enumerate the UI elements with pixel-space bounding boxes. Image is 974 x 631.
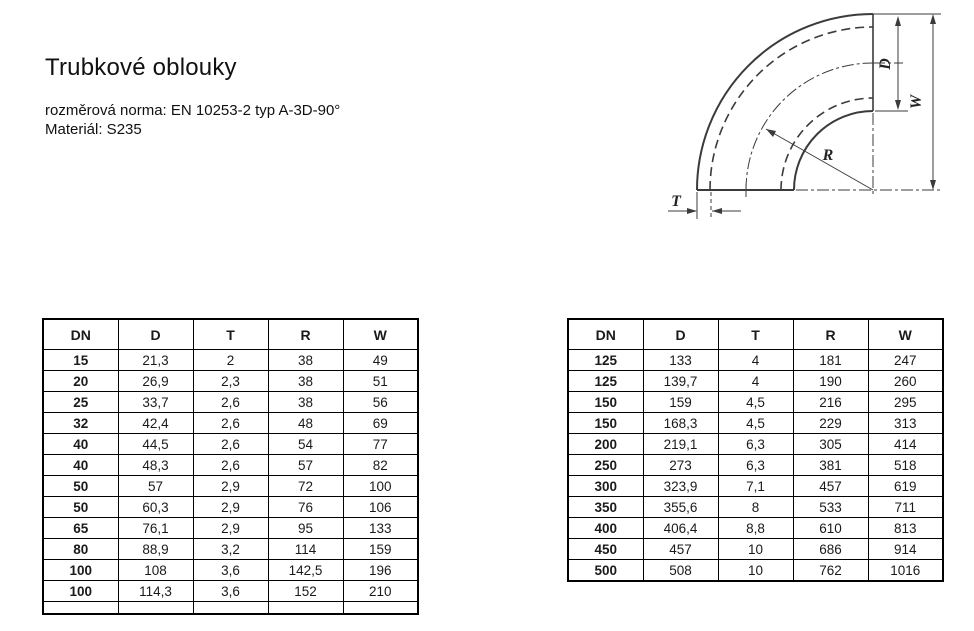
cell: 457 [643, 539, 718, 560]
cell-dn: 300 [568, 476, 643, 497]
table-row [568, 497, 943, 518]
cell: 406,4 [643, 518, 718, 539]
cell: 2,6 [193, 392, 268, 413]
cell-dn: 125 [568, 371, 643, 392]
cell: 2,6 [193, 413, 268, 434]
column-header-r: R [268, 319, 343, 350]
dimension-t [668, 192, 741, 219]
dimension-table-left [42, 318, 419, 615]
table-row [43, 476, 418, 497]
cell: 457 [793, 476, 868, 497]
cell: 1016 [868, 560, 943, 582]
column-header-d: D [643, 319, 718, 350]
cell: 76,1 [118, 518, 193, 539]
table-row [568, 392, 943, 413]
cell: 21,3 [118, 350, 193, 371]
table-row [568, 413, 943, 434]
cell: 2,6 [193, 455, 268, 476]
table-row [568, 518, 943, 539]
cell: 381 [793, 455, 868, 476]
dimension-w [873, 14, 941, 190]
cell: 10 [718, 560, 793, 582]
cell: 8 [718, 497, 793, 518]
norm-line: rozměrová norma: EN 10253-2 typ A-3D-90° [45, 102, 341, 119]
cell: 60,3 [118, 497, 193, 518]
cell: 38 [268, 350, 343, 371]
cell: 57 [118, 476, 193, 497]
cell: 108 [118, 560, 193, 581]
column-header-t: T [193, 319, 268, 350]
material-line: Materiál: S235 [45, 121, 142, 138]
cell: 10 [718, 539, 793, 560]
cell [193, 602, 268, 615]
cell: 42,4 [118, 413, 193, 434]
cell: 82 [343, 455, 418, 476]
cell [268, 602, 343, 615]
dimension-label-r: R [822, 147, 834, 164]
cell: 2,9 [193, 518, 268, 539]
cell: 95 [268, 518, 343, 539]
cell: 88,9 [118, 539, 193, 560]
column-header-r: R [793, 319, 868, 350]
cell-dn: 150 [568, 413, 643, 434]
cell: 508 [643, 560, 718, 582]
cell: 273 [643, 455, 718, 476]
table-row [568, 455, 943, 476]
cell-dn: 250 [568, 455, 643, 476]
column-header-dn: DN [43, 319, 118, 350]
cell: 38 [268, 371, 343, 392]
table-row [43, 560, 418, 581]
subtitle [45, 101, 340, 139]
cell: 414 [868, 434, 943, 455]
cell: 3,2 [193, 539, 268, 560]
cell: 77 [343, 434, 418, 455]
cell: 686 [793, 539, 868, 560]
cell [118, 602, 193, 615]
cell: 355,6 [643, 497, 718, 518]
cell-dn: 350 [568, 497, 643, 518]
table-row [43, 497, 418, 518]
table-row [568, 539, 943, 560]
cell-dn: 25 [43, 392, 118, 413]
cell: 216 [793, 392, 868, 413]
cell-dn: 40 [43, 434, 118, 455]
cell-dn: 50 [43, 476, 118, 497]
cell: 6,3 [718, 455, 793, 476]
cell: 38 [268, 392, 343, 413]
cell-dn: 65 [43, 518, 118, 539]
cell: 51 [343, 371, 418, 392]
cell: 323,9 [643, 476, 718, 497]
header-row [568, 319, 943, 350]
table-row [43, 581, 418, 602]
cell: 114,3 [118, 581, 193, 602]
cell: 48,3 [118, 455, 193, 476]
cell: 8,8 [718, 518, 793, 539]
cell: 2,3 [193, 371, 268, 392]
cell: 139,7 [643, 371, 718, 392]
cell: 914 [868, 539, 943, 560]
cell: 4,5 [718, 413, 793, 434]
table-row [43, 350, 418, 371]
table-row [43, 371, 418, 392]
elbow-wall-dashed-arcs [710, 27, 873, 190]
table-row [568, 434, 943, 455]
cell-dn: 80 [43, 539, 118, 560]
table-row [43, 539, 418, 560]
cell: 142,5 [268, 560, 343, 581]
cell: 295 [868, 392, 943, 413]
cell: 69 [343, 413, 418, 434]
cell-dn: 20 [43, 371, 118, 392]
cell: 260 [868, 371, 943, 392]
cell: 76 [268, 497, 343, 518]
cell [343, 602, 418, 615]
cell: 159 [643, 392, 718, 413]
cell: 159 [343, 539, 418, 560]
cell-dn: 125 [568, 350, 643, 371]
cell: 4,5 [718, 392, 793, 413]
dimension-d [875, 16, 908, 111]
cell: 196 [343, 560, 418, 581]
cell: 313 [868, 413, 943, 434]
cell [43, 602, 118, 615]
cell: 533 [793, 497, 868, 518]
cell: 2 [193, 350, 268, 371]
clipped-row [43, 602, 418, 615]
cell: 3,6 [193, 581, 268, 602]
table-row [43, 518, 418, 539]
column-header-w: W [868, 319, 943, 350]
cell: 813 [868, 518, 943, 539]
dimension-label-d: D [877, 58, 894, 70]
cell: 4 [718, 350, 793, 371]
cell: 57 [268, 455, 343, 476]
cell: 33,7 [118, 392, 193, 413]
cell: 133 [643, 350, 718, 371]
dimension-r [766, 129, 873, 190]
dimension-label-t: T [671, 193, 681, 210]
cell: 72 [268, 476, 343, 497]
cell-dn: 200 [568, 434, 643, 455]
cell: 711 [868, 497, 943, 518]
table-row [43, 434, 418, 455]
cell-dn: 32 [43, 413, 118, 434]
column-header-t: T [718, 319, 793, 350]
page-title: Trubkové oblouky [45, 54, 237, 81]
cell: 2,9 [193, 476, 268, 497]
header-row [43, 319, 418, 350]
cell: 168,3 [643, 413, 718, 434]
dimension-table-right [567, 318, 944, 582]
table-row [568, 476, 943, 497]
cell: 106 [343, 497, 418, 518]
cell: 247 [868, 350, 943, 371]
cell-dn: 400 [568, 518, 643, 539]
table-row [568, 371, 943, 392]
table-row [43, 413, 418, 434]
cell: 26,9 [118, 371, 193, 392]
elbow-drawing [650, 0, 974, 235]
cell-dn: 40 [43, 455, 118, 476]
table-row [568, 350, 943, 371]
cell: 210 [343, 581, 418, 602]
cell: 100 [343, 476, 418, 497]
cell: 133 [343, 518, 418, 539]
cell: 44,5 [118, 434, 193, 455]
cell: 3,6 [193, 560, 268, 581]
cell: 2,9 [193, 497, 268, 518]
cell: 219,1 [643, 434, 718, 455]
cell-dn: 150 [568, 392, 643, 413]
cell: 229 [793, 413, 868, 434]
cell-dn: 100 [43, 560, 118, 581]
cell: 54 [268, 434, 343, 455]
cell: 305 [793, 434, 868, 455]
cell: 610 [793, 518, 868, 539]
cell: 181 [793, 350, 868, 371]
cell: 49 [343, 350, 418, 371]
column-header-d: D [118, 319, 193, 350]
cell: 6,3 [718, 434, 793, 455]
cell: 2,6 [193, 434, 268, 455]
cell: 56 [343, 392, 418, 413]
table-row [43, 392, 418, 413]
table-row [568, 560, 943, 582]
dimension-label-w: W [908, 94, 925, 110]
cell: 152 [268, 581, 343, 602]
table-row [43, 455, 418, 476]
column-header-dn: DN [568, 319, 643, 350]
cell: 619 [868, 476, 943, 497]
cell-dn: 450 [568, 539, 643, 560]
cell: 190 [793, 371, 868, 392]
cell-dn: 100 [43, 581, 118, 602]
column-header-w: W [343, 319, 418, 350]
cell-dn: 500 [568, 560, 643, 582]
cell: 7,1 [718, 476, 793, 497]
cell: 762 [793, 560, 868, 582]
cell-dn: 15 [43, 350, 118, 371]
cell: 4 [718, 371, 793, 392]
cell: 114 [268, 539, 343, 560]
cell: 48 [268, 413, 343, 434]
cell: 518 [868, 455, 943, 476]
cell-dn: 50 [43, 497, 118, 518]
centerlines [746, 63, 941, 197]
